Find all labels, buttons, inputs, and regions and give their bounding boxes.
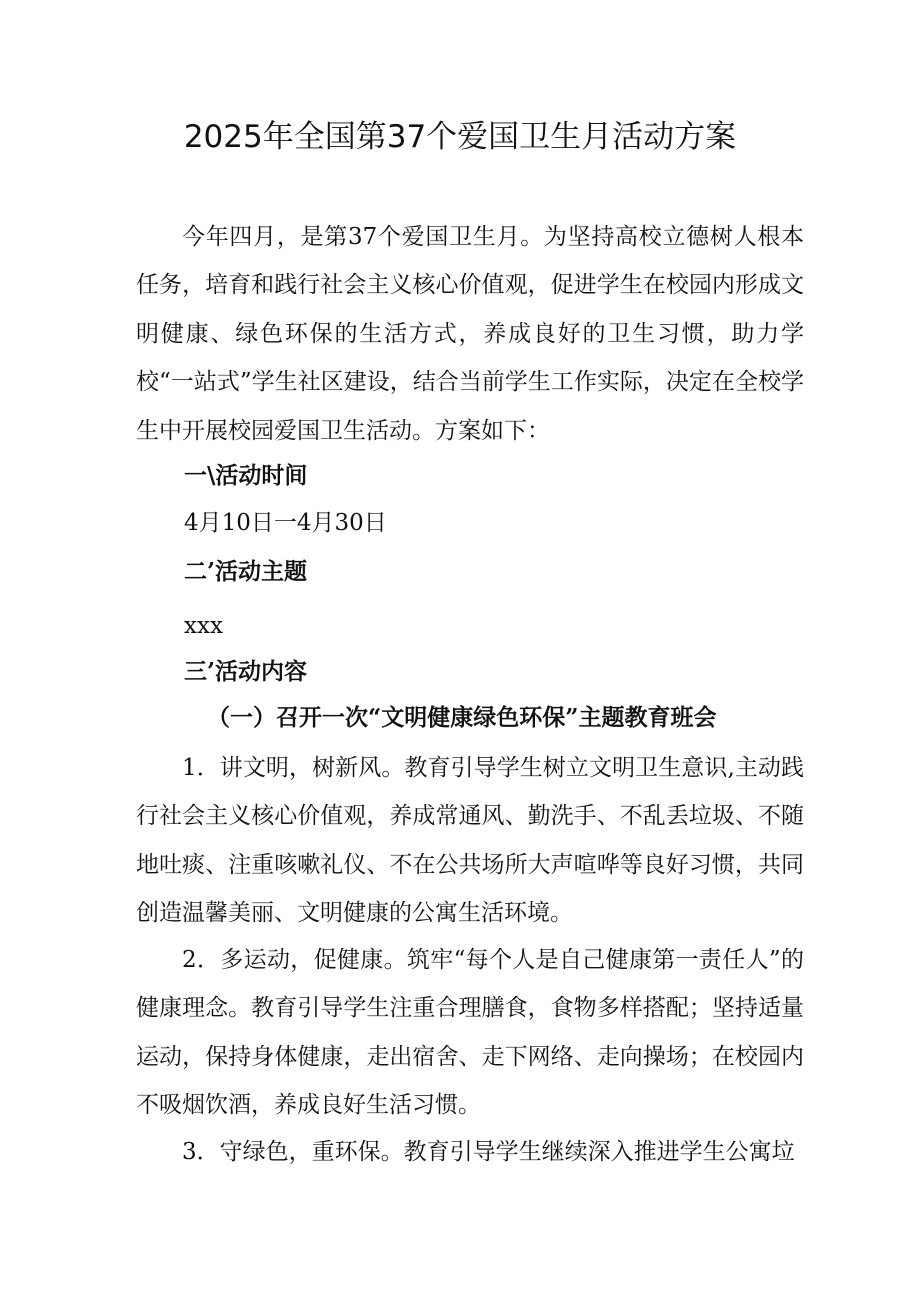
- section-heading-theme: 二’活动主题: [184, 558, 308, 585]
- section-body-time: 4月10日一4月30日: [184, 510, 387, 536]
- intro-paragraph: 今年四月，是第37个爱国卫生月。为坚持高校立德树人根本任务，培育和践行社会主义核心价值观，促进学生在校园内形成文明健康、绿色环保的生活方式，养成良好的卫生习惯，助力学校“一站式”学生社区建设，结合当前学生工作实际，决定在全校学生中开展校园爱国卫生活动。方案如下：: [136, 224, 804, 444]
- item-paragraph-1: 1．讲文明，树新风。教育引导学生树立文明卫生意识,主动践行社会主义核心价值观，养成常通风、勤洗手、不乱丢垃圾、不随地吐痰、注重咳嗽礼仪、不在公共场所大声喧哗等良好习惯，共同创造温馨美丽、文明健康的公寓生活环境。: [136, 755, 804, 927]
- item-paragraph-3: 3．守绿色，重环保。教育引导学生继续深入推进学生公寓垃: [182, 1139, 795, 1165]
- section-body-theme: xxx: [184, 613, 223, 639]
- section-heading-time: 一\活动时间: [184, 462, 308, 489]
- document-title: 2025年全国第37个爱国卫生月活动方案: [183, 119, 737, 155]
- subsection-heading-class-meeting: （一）召开一次“文明健康绿色环保”主题教育班会: [207, 704, 717, 731]
- section-heading-content: 三’活动内容: [184, 658, 308, 685]
- item-paragraph-2: 2．多运动，促健康。筑牢“每个人是自己健康第一责任人”的健康理念。教育引导学生注重合理膳食，食物多样搭配；坚持适量运动，保持身体健康，走出宿舍、走下网络、走向操场；在校园内不吸烟饮酒，养成良好生活习惯。: [136, 947, 804, 1119]
